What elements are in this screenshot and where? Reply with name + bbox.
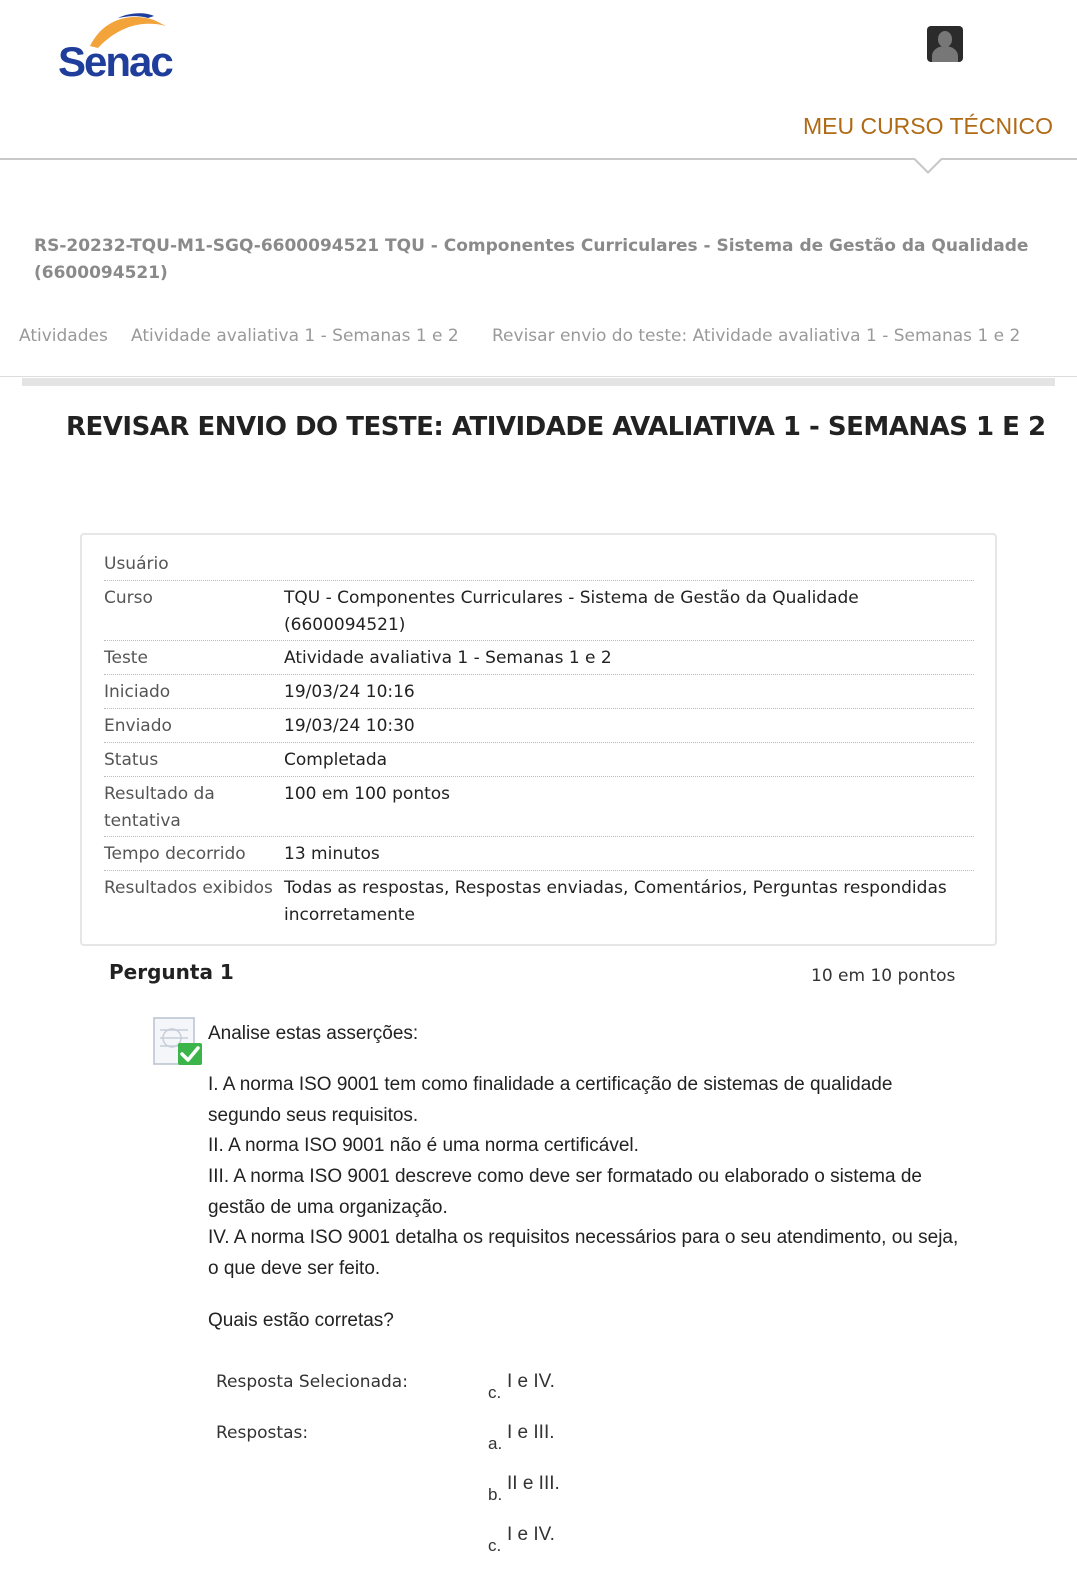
answers-label: Respostas: [216, 1423, 309, 1443]
page-title: REVISAR ENVIO DO TESTE: ATIVIDADE AVALIATIVA 1 - SEMANAS 1 E 2 [66, 412, 1046, 442]
answer-text-b: II e III. [507, 1473, 560, 1494]
assertion-4: IV. A norma ISO 9001 detalha os requisitos necessários para o seu atendimento, ou seja, o que deve ser feito. [208, 1227, 959, 1279]
answer-text-c: I e IV. [507, 1524, 555, 1545]
detail-row-submitted [104, 713, 974, 743]
senac-logo[interactable] [58, 10, 183, 85]
detail-label: Curso [104, 588, 153, 608]
detail-label: Tempo decorrido [104, 844, 246, 864]
detail-label: Iniciado [104, 682, 171, 702]
detail-row-user [104, 551, 974, 581]
detail-row-results-shown [104, 875, 974, 931]
header-caret-icon [912, 158, 944, 174]
breadcrumb-item-activity[interactable]: Atividade avaliativa 1 - Semanas 1 e 2 [131, 326, 459, 346]
detail-label: Resultados exibidos [104, 878, 273, 898]
question-points: 10 em 10 pontos [811, 966, 956, 986]
user-avatar[interactable] [927, 26, 963, 62]
breadcrumb-divider [0, 376, 1077, 377]
detail-row-elapsed [104, 841, 974, 871]
top-header [0, 0, 1077, 160]
selected-answer-text: I e IV. [507, 1371, 555, 1392]
assertion-1: I. A norma ISO 9001 tem como finalidade a certificação de sistemas de qualidade segundo seus requisitos. [208, 1074, 893, 1126]
correct-answer-icon [152, 1016, 204, 1068]
selected-answer-letter: c. [488, 1383, 502, 1402]
detail-value: Completada [284, 750, 388, 770]
detail-value: Todas as respostas, Respostas enviadas, Comentários, Perguntas respondidas incorretamente [284, 878, 947, 925]
my-course-link[interactable]: MEU CURSO TÉCNICO [802, 113, 1053, 139]
answer-letter-c: c. [488, 1536, 502, 1555]
detail-value: 19/03/24 10:16 [284, 682, 415, 702]
detail-label: Status [104, 750, 159, 770]
answer-letter-a: a. [488, 1434, 503, 1453]
detail-label: Teste [104, 648, 148, 668]
breadcrumb-shadow [22, 378, 1055, 386]
answer-letter-b: b. [488, 1485, 503, 1504]
question-prompt: Quais estão corretas? [208, 1310, 394, 1331]
question-title: Pergunta 1 [109, 960, 234, 984]
selected-answer-label: Resposta Selecionada: [216, 1372, 408, 1392]
detail-label: Resultado da tentativa [104, 784, 215, 831]
detail-row-test [104, 645, 974, 675]
assertion-2: II. A norma ISO 9001 não é uma norma certificável. [208, 1135, 639, 1156]
detail-row-status [104, 747, 974, 777]
submission-details-panel [80, 533, 997, 946]
detail-value: Atividade avaliativa 1 - Semanas 1 e 2 [284, 648, 612, 668]
question-intro: Analise estas asserções: [208, 1023, 419, 1044]
detail-row-result [104, 781, 974, 837]
answer-text-a: I e III. [507, 1422, 555, 1443]
assertion-3: III. A norma ISO 9001 descreve como deve ser formatado ou elaborado o sistema de gestão de uma organização. [208, 1166, 922, 1218]
breadcrumb-item-current: Revisar envio do teste: Atividade avaliativa 1 - Semanas 1 e 2 [492, 326, 1021, 346]
detail-value: 19/03/24 10:30 [284, 716, 415, 736]
breadcrumb-item-atividades[interactable]: Atividades [19, 326, 108, 346]
detail-value: TQU - Componentes Curriculares - Sistema de Gestão da Qualidade (6600094521) [284, 588, 859, 635]
course-code-title: RS-20232-TQU-M1-SGQ-6600094521 TQU - Componentes Curriculares - Sistema de Gestão da Qualidade (6600094521) [34, 236, 1029, 283]
detail-label: Usuário [104, 554, 169, 574]
logo-wordmark: Senac [58, 38, 172, 85]
detail-value: 100 em 100 pontos [284, 784, 451, 804]
detail-label: Enviado [104, 716, 172, 736]
detail-value: 13 minutos [284, 844, 380, 864]
detail-row-started [104, 679, 974, 709]
detail-row-course [104, 585, 974, 641]
